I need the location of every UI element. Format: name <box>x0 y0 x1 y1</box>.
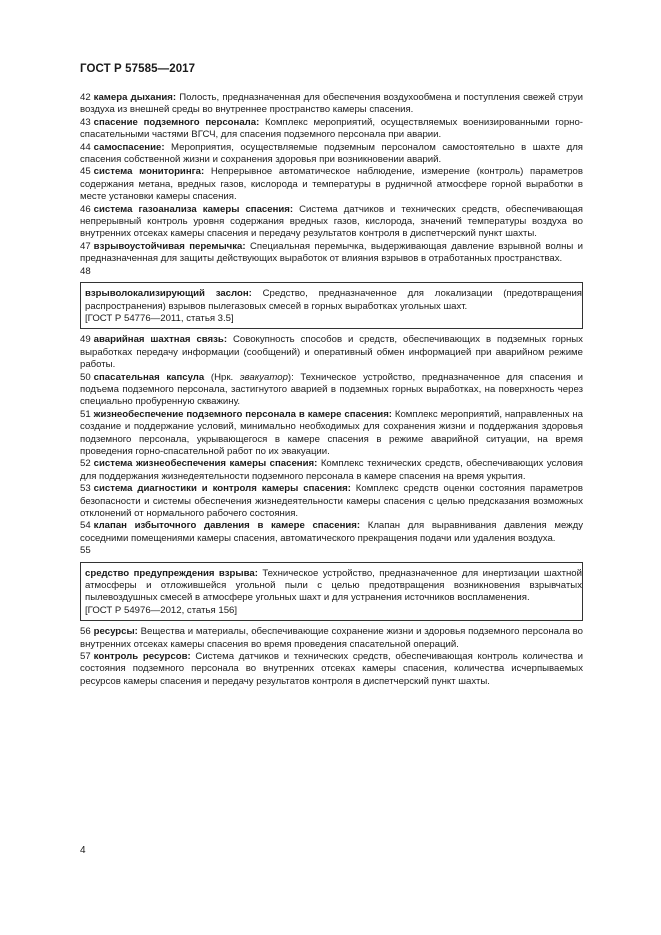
term-name: аварийная шахтная связь: <box>93 334 228 346</box>
term-number: 52 <box>80 458 91 470</box>
term-name: клапан избыточного давления в камере спасения: <box>93 520 361 532</box>
term-number-55: 55 <box>80 545 91 557</box>
term-entry-42 <box>80 92 583 117</box>
term-entry-49 <box>80 334 583 371</box>
term-definition: Комплекс средств оценки состояния параметров безопасности и системы обеспечения жизнедеятельности камеры спасения с целью предсказания возможных отклонений от нормального рабочего состояния. <box>80 483 583 519</box>
term-entry-45 <box>80 166 583 203</box>
term-name: самоспасение: <box>93 141 165 153</box>
term-definition: Вещества и материалы, обеспечивающие сохранение жизни и здоровья подземного персонала во внутренних отсеках камеры спасения во время проведения спасательной операций. <box>80 626 583 650</box>
term-entry-53 <box>80 483 583 520</box>
term-entry-51 <box>80 409 583 459</box>
term-name: спасательная капсула <box>93 371 205 383</box>
term-number: 49 <box>80 334 91 346</box>
term-entry-47 <box>80 241 583 266</box>
term-definition: Клапан для выравнивания давления между соседними помещениями камеры спасения, автоматического прекращения подачи или удаления воздуха. <box>80 520 583 544</box>
term-definition: Техническое устройство, предназначенное для спасения и подъема подземного персонала, застигнутого аварией в подземных горных выработках, на поверхность через специально пробуренную скважину. <box>80 371 583 408</box>
term-source: [ГОСТ Р 54976—2012, статья 156] <box>85 604 238 616</box>
term-source: [ГОСТ Р 54776—2011, статья 3.5] <box>85 312 234 324</box>
term-number: 44 <box>80 141 91 153</box>
term-name: система жизнеобеспечения камеры спасения: <box>93 458 318 470</box>
term-entry-52 <box>80 458 583 483</box>
term-number: 43 <box>80 116 91 128</box>
term-entry-50: 50 спасательная капсула (Нрк. эвакуатор): Техническое устройство, предназначенное для спасения и подъема подземного персонала, застигнутого аварией в подземных горных выработках, на поверхность через специально пробуренную скважину. <box>80 371 583 408</box>
term-entry-46 <box>80 204 583 241</box>
term-name: система газоанализа камеры спасения: <box>93 203 294 215</box>
document-header: ГОСТ Р 57585—2017 <box>80 63 196 75</box>
term-name: камера дыхания: <box>93 92 177 103</box>
term-definition: Непрерывное автоматическое наблюдение, измерение (контроль) параметров содержания метана, вредных газов, кислорода и температуры в рудничной атмосфере горной выработки в месте установки камеры спасения. <box>80 166 583 203</box>
term-definition: Совокупность способов и средств, обеспечивающих в подземных горных выработках передачу информации (сообщений) и оперативный обмен информацией при аварийном режиме работы. <box>80 334 583 371</box>
term-entry-43 <box>80 117 583 142</box>
term-name: взрыволокализирующий заслон: <box>85 288 252 300</box>
term-box-48 <box>80 282 583 329</box>
term-definition: Полость, предназначенная для обеспечения воздухообмена и поступления свежей струи воздуха из внешней среды во внутреннее пространство камеры спасения. <box>80 92 583 116</box>
term-name: взрывоустойчивая перемычка: <box>93 240 246 252</box>
term-number: 50 <box>80 371 91 383</box>
term-number: 47 <box>80 240 91 252</box>
term-definition: Комплекс мероприятий, осуществляемых военизированными горно-спасательными частями ВГСЧ, для спасения подземного персонала при аварии. <box>80 116 583 141</box>
term-name: ресурсы: <box>93 626 138 638</box>
term-definition: Средство, предназначенное для локализации (предотвращения распространения) взрывов пылегазовых смесей в горных выработках угольных шахт. <box>85 288 583 312</box>
term-box-55 <box>80 562 583 622</box>
term-definition: Специальная перемычка, выдерживающая давление взрывной волны и предназначенная для защиты действующих выработок от влияния взрывов в отработанных пространствах. <box>80 240 583 265</box>
term-definition: Мероприятия, осуществляемые подземным персоналом самостоятельно в шахте для спасения собственной жизни и сохранения здоровья при возникновении аварий. <box>80 141 583 166</box>
term-name: система диагностики и контроля камеры спасения: <box>93 483 351 495</box>
term-definition: Комплекс технических средств, обеспечивающих условия для поддержания жизнедеятельности подземного персонала в камере спасения на время укрытия. <box>80 458 583 482</box>
term-name: спасение подземного персонала: <box>93 116 260 128</box>
term-definition: Комплекс мероприятий, направленных на создание и поддержание условий, минимально необходимых для сохранения жизни и поддержания здоровья подземного персонала, укрывающегося в камере спасения в режиме аварийной ситуации, на время проведения горно-спасательной работ по их эвакуации. <box>80 408 583 457</box>
term-number: 51 <box>80 408 91 420</box>
term-number: 46 <box>80 203 91 215</box>
term-name: средство предупреждения взрыва: <box>85 567 258 579</box>
term-definition: Система датчиков и технических средств, обеспечивающая непрерывный контроль уровня содержания вредных газов, кислорода, значений температуры воздуха во внутренних отсеках камеры спасения и передачу результатов контроля в диспетчерский пункт шахты. <box>80 203 583 240</box>
term-name: жизнеобеспечение подземного персонала в камере спасения: <box>93 408 392 420</box>
term-number: 45 <box>80 166 91 178</box>
deprecated-term: эвакуатор <box>239 371 288 383</box>
page-number: 4 <box>80 845 86 856</box>
term-entry-57 <box>80 651 583 688</box>
term-entry-56 <box>80 626 583 651</box>
term-definition: Система датчиков и технических средств, обеспечивающая контроль количества и состояния подземного персонала во внутренних отсеках камеры спасения, количества исчерпываемых ресурсов камеры спасения и передачу результатов контроля в диспетчерский пункт шахты. <box>80 651 583 687</box>
term-number: 42 <box>80 92 91 103</box>
term-number: 56 <box>80 626 91 638</box>
term-definition: Техническое устройство, предназначенное для инертизации шахтной атмосферы и отложившейся угольной пыли с целью предотвращения возникновения взрывчатых пылевоздушных смесей в атмосфере угольных шахт и для устранения источников воспламенения. <box>85 567 582 604</box>
term-name: система мониторинга: <box>93 166 205 178</box>
term-name: контроль ресурсов: <box>93 651 191 663</box>
term-number: 54 <box>80 520 91 532</box>
term-entry-44 <box>80 142 583 167</box>
term-entry-54 <box>80 520 583 545</box>
term-number: 57 <box>80 651 91 663</box>
terms-list <box>80 92 583 688</box>
term-number-48: 48 <box>80 265 91 277</box>
term-number: 53 <box>80 483 91 495</box>
